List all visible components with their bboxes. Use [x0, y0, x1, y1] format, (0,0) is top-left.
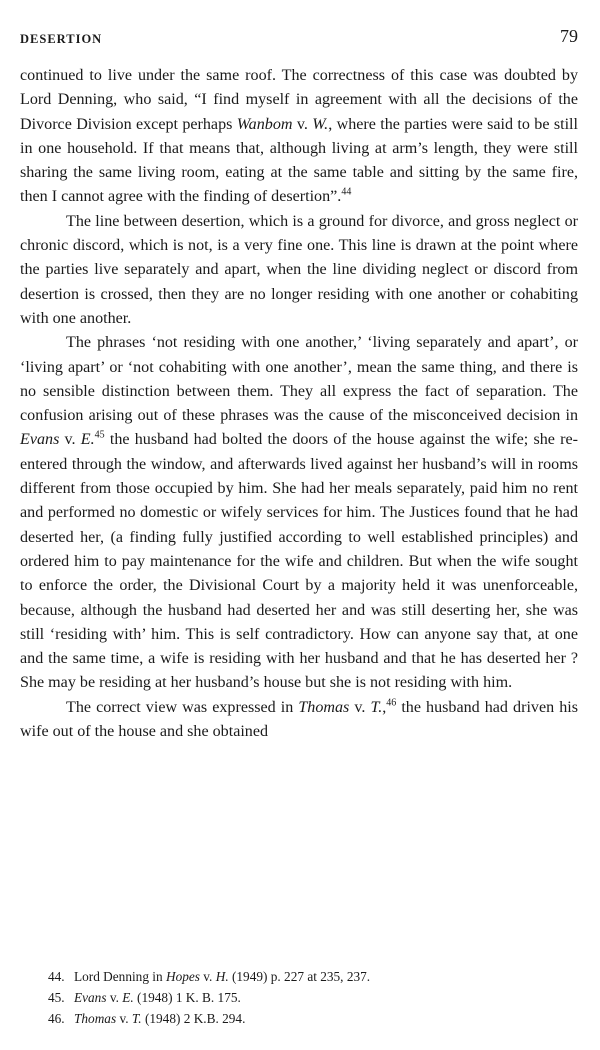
page-number: 79 [560, 26, 578, 46]
case-name-italic: Evans [20, 431, 60, 449]
text-run: Lord Denning in [74, 969, 166, 984]
text-run: The phrases ‘not residing with one another,’ ‘living separately and apart’, or ‘living apart’ or ‘not cohabiting with one another’, mean the same thing, and there is no sensible distinction between them. They all express the fact of separation. The confusion arising out of these phrases was the cause of the misconceived decision in [20, 334, 578, 425]
text-run: The correct view was expressed in [66, 698, 299, 716]
text-run: v. [116, 1011, 132, 1026]
text-run: (1948) 2 K.B. 294. [141, 1011, 246, 1026]
case-name-italic: Hopes [165, 969, 200, 984]
text-run: (1949) p. 227 at 235, 237. [228, 969, 371, 984]
paragraph [20, 696, 578, 745]
text-run: The line between desertion, which is a ground for divorce, and gross neglect or chronic discord, which is not, is a very fine one. This line is drawn at the point where the parties live separately and apart, when the line dividing neglect or discord from desertion is crossed, then they are no longer residing with one another or cohabiting with one another. [20, 212, 578, 327]
footnote-number: 44. [48, 969, 65, 984]
case-name-italic: E. [122, 990, 134, 1005]
footnote [48, 987, 578, 1008]
text-run: , where the parties were said to be still in one household. If that means that, although living at arm’s length, they were still sharing the same living room, eating at the same table and sitting by the same fire, then I cannot agree with the finding of desertion”. [20, 115, 578, 206]
running-title: DESERTION [20, 32, 103, 46]
text-run: the husband had bolted the doors of the house against the wife; she re-entered through the window, and afterwards lived against her husband’s will in rooms different from those occupied by him. She had her meals separately, paid him no rent and performed no domestic or wifely services for him. The Justices found that he had deserted her, (a finding fully justified according to well established principles) and ordered him to pay maintenance for the wife and children. But when the wife sought to enforce the order, the Divisional Court by a majority held it was unenforceable, because, although the husband had deserted her and was still deserting her, she was still ‘residing with’ him. This is self contradictory. How can anyone say that, at one and the same time, a wife is residing with her husband and that he has deserted her ? She may be residing at her husband’s house but she is not residing with him. [20, 431, 579, 692]
text-run: v. [59, 431, 81, 449]
footnote [48, 1008, 578, 1029]
case-name-italic: Thomas [74, 1011, 117, 1026]
case-name-italic: T. [131, 1011, 142, 1026]
footnote [48, 966, 578, 987]
paragraph [20, 210, 578, 331]
text-run: the husband had driven his wife out of the house and she obtained [20, 698, 578, 741]
case-name-italic: H. [215, 969, 229, 984]
running-head [20, 26, 578, 50]
text-run: v. [349, 698, 371, 716]
paragraph [20, 331, 578, 695]
body-text [20, 64, 578, 744]
footnote-ref: 46 [386, 697, 397, 709]
case-name-italic: W. [312, 115, 329, 133]
text-run: continued to live under the same roof. The correctness of this case was doubted by Lord Denning, who said, “I find myself in agreement with all the decisions of the Divorce Division except perhaps [20, 67, 578, 133]
case-name-italic: T. [370, 698, 383, 716]
case-name-italic: Evans [74, 990, 107, 1005]
case-name-italic: E. [80, 431, 95, 449]
footnotes [48, 966, 578, 1029]
footnote-ref: 45 [94, 430, 105, 442]
case-name-italic: Thomas [298, 698, 350, 716]
text-run: , [382, 698, 387, 716]
book-page [20, 20, 578, 1030]
footnote-number: 45. [48, 990, 65, 1005]
paragraph [20, 64, 578, 210]
text-run: v. [106, 990, 123, 1005]
text-run: v. [292, 115, 313, 133]
footnote-number: 46. [48, 1011, 65, 1026]
text-run: (1948) 1 K. B. 175. [133, 990, 241, 1005]
case-name-italic: Wanbom [236, 115, 293, 133]
text-run: v. [199, 969, 216, 984]
footnote-ref: 44 [341, 187, 352, 199]
